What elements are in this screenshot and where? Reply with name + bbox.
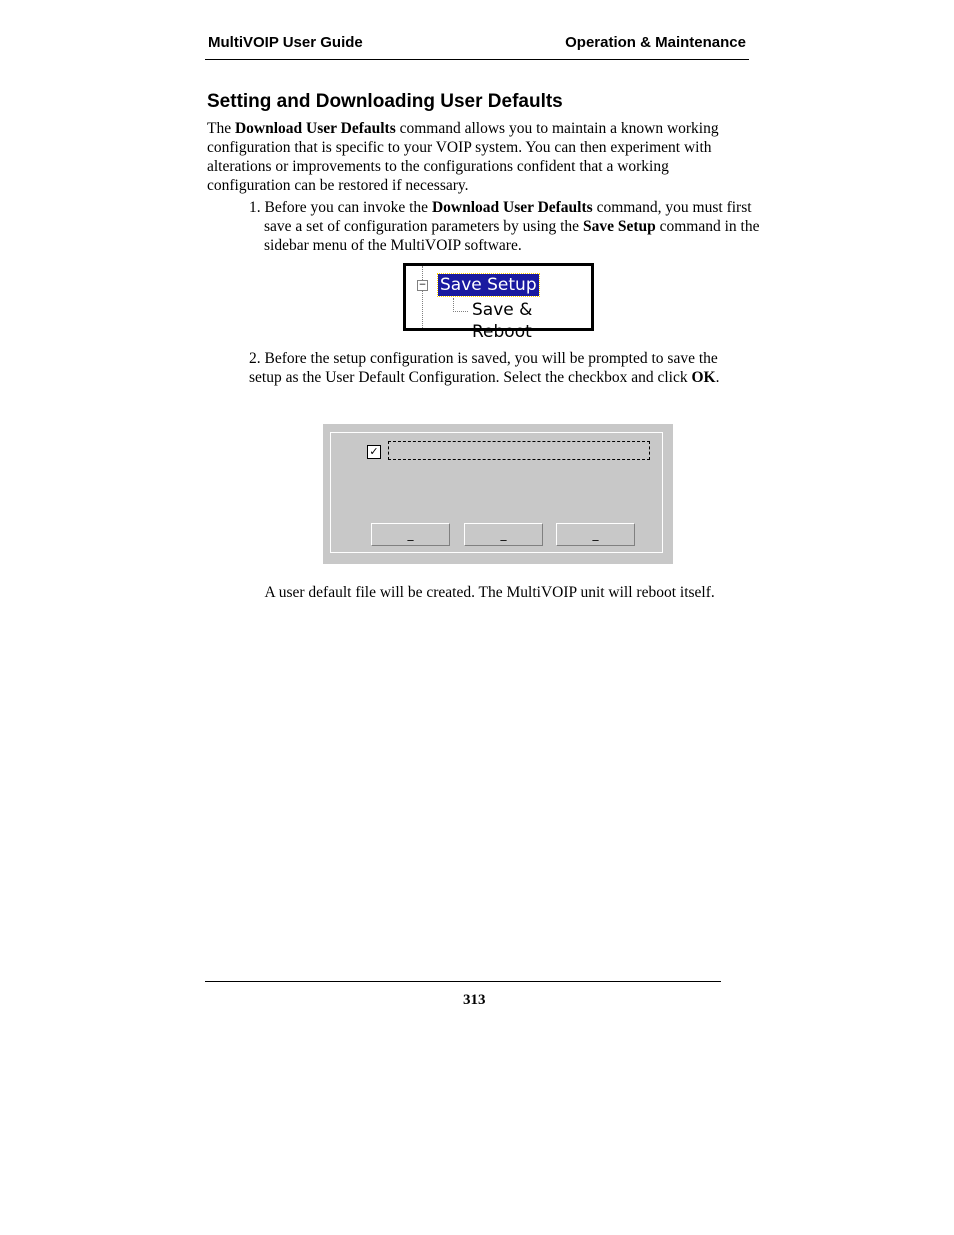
intro-bold: Download User Defaults bbox=[234, 120, 396, 137]
page-number: 313 bbox=[463, 992, 486, 1008]
header-left-title: MultiVOIP User Guide bbox=[208, 34, 363, 51]
tree-item-save-setup[interactable]: Save Setup bbox=[440, 275, 537, 295]
step-1 bbox=[249, 198, 764, 255]
note-paragraph bbox=[249, 583, 749, 602]
collapse-icon[interactable]: − bbox=[418, 280, 427, 290]
step-2 bbox=[249, 349, 749, 387]
intro-paragraph bbox=[207, 119, 752, 195]
intro-post: command allows you to maintain a known working configuration that is specific to your VOIP system. You can then experiment with alterations or improvements to the configurations confident that a working configuration can be restored if necessary. bbox=[207, 120, 719, 194]
step1-bold-save-setup: Save Setup bbox=[582, 218, 656, 235]
dialog-button-1[interactable]: _ bbox=[371, 523, 450, 546]
section-title: Setting and Downloading User Defaults bbox=[207, 91, 563, 112]
tree-guide-line bbox=[422, 266, 423, 328]
step1-mid: command, you must first save a set of configuration parameters by using the bbox=[264, 199, 752, 235]
tree-item-save-reboot[interactable]: Save & Reboot bbox=[472, 300, 533, 342]
tree-connector bbox=[453, 298, 468, 312]
header-right-title: Operation & Maintenance bbox=[565, 34, 746, 51]
sidebar-tree-screenshot bbox=[403, 263, 594, 342]
dialog-button-3[interactable]: _ bbox=[556, 523, 635, 546]
step2-bold-ok: OK bbox=[691, 369, 716, 386]
checkbox-label-focus[interactable] bbox=[388, 441, 650, 460]
step1-pre: 1. Before you can invoke the bbox=[249, 199, 432, 216]
step2-post: . bbox=[715, 369, 720, 386]
intro-pre: The bbox=[207, 120, 235, 137]
save-dialog-screenshot bbox=[323, 424, 673, 564]
step2-pre: 2. Before the setup configuration is saved, you will be prompted to save the setup as the User Default Configuration. Select the checkbox and click bbox=[249, 350, 718, 386]
header-divider bbox=[205, 59, 749, 60]
footer-divider bbox=[205, 981, 721, 982]
user-default-checkbox[interactable]: ✓ bbox=[367, 445, 381, 459]
step1-post: command in the sidebar menu of the MultiVOIP software. bbox=[264, 218, 760, 254]
step1-bold-command: Download User Defaults bbox=[431, 199, 593, 216]
dialog-button-2[interactable]: _ bbox=[464, 523, 543, 546]
note-text: A user default file will be created. The MultiVOIP unit will reboot itself. bbox=[264, 584, 715, 601]
